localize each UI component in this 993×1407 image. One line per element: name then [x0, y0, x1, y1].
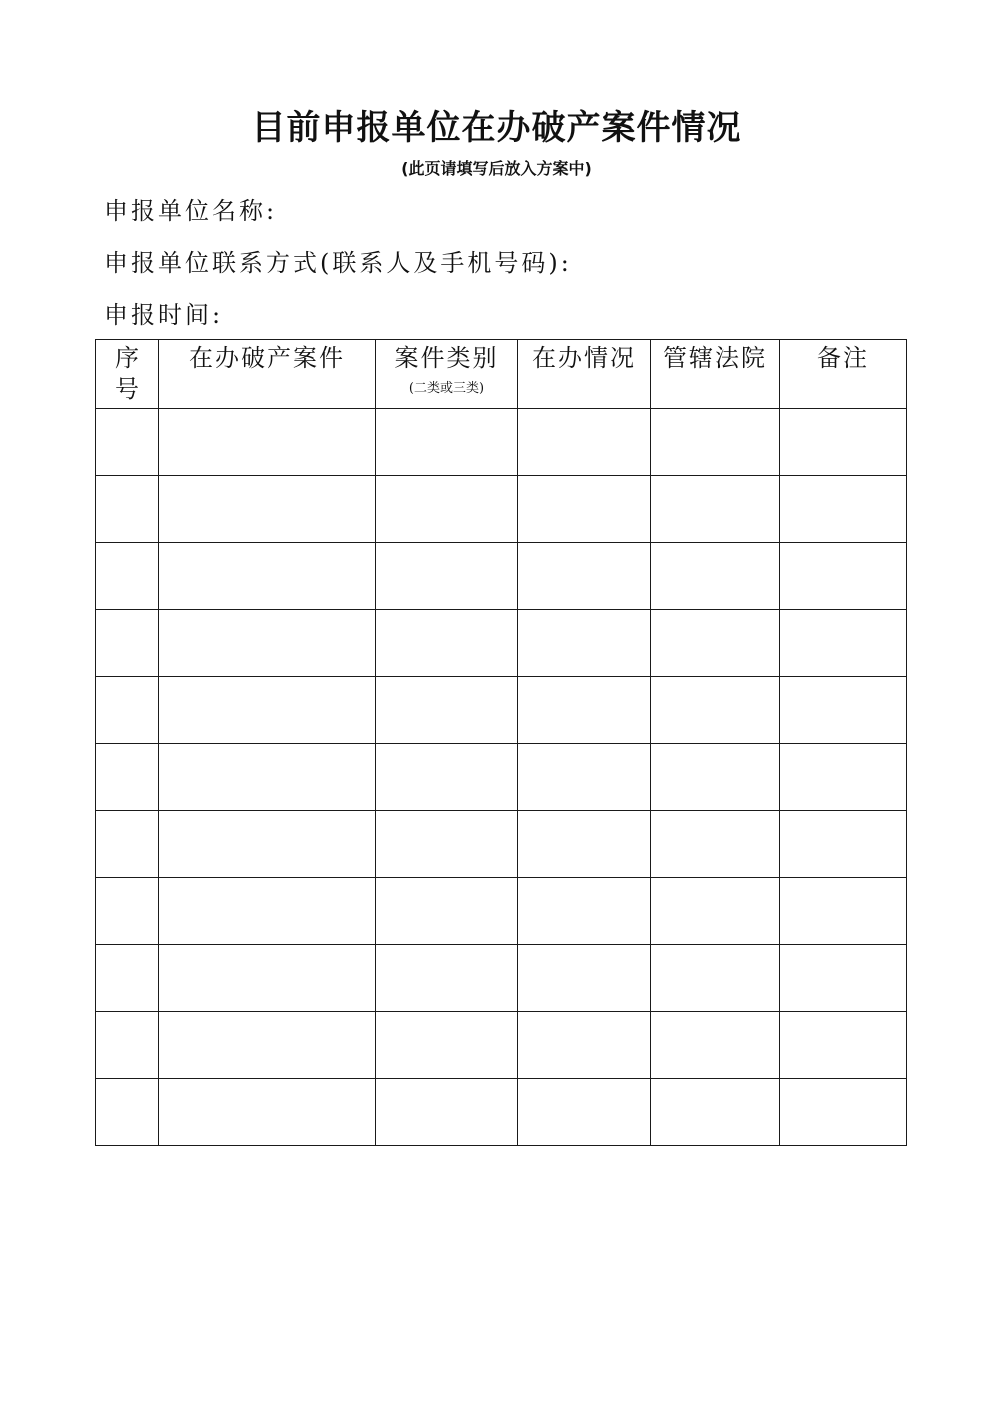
page-subtitle: (此页请填写后放入方案中): [401, 159, 592, 178]
table-cell-seq[interactable]: [96, 409, 159, 476]
table-cell-court[interactable]: [651, 677, 780, 744]
table-cell-court[interactable]: [651, 1079, 780, 1146]
page-title: 目前申报单位在办破产案件情况: [251, 108, 742, 148]
table-cell-status[interactable]: [518, 677, 651, 744]
table-cell-seq[interactable]: [96, 878, 159, 945]
table-cell-court[interactable]: [651, 476, 780, 543]
table-cell-case[interactable]: [159, 543, 376, 610]
header-remarks-label: 备注: [817, 344, 869, 372]
table-row: [96, 878, 907, 945]
table-row: [96, 1012, 907, 1079]
table-cell-remarks[interactable]: [780, 945, 907, 1012]
table-cell-remarks[interactable]: [780, 677, 907, 744]
table-cell-case[interactable]: [159, 610, 376, 677]
table-cell-category[interactable]: [376, 677, 518, 744]
table-cell-status[interactable]: [518, 1079, 651, 1146]
table-cell-seq[interactable]: [96, 945, 159, 1012]
table-cell-case[interactable]: [159, 744, 376, 811]
table-cell-case[interactable]: [159, 409, 376, 476]
header-category-note: (二类或三类): [408, 381, 485, 396]
table-cell-status[interactable]: [518, 409, 651, 476]
table-cell-status[interactable]: [518, 476, 651, 543]
table-row: [96, 677, 907, 744]
table-cell-remarks[interactable]: [780, 610, 907, 677]
table-row: [96, 1079, 907, 1146]
table-cell-case[interactable]: [159, 1012, 376, 1079]
table-row: [96, 543, 907, 610]
table-cell-status[interactable]: [518, 543, 651, 610]
table-cell-remarks[interactable]: [780, 409, 907, 476]
table-cell-seq[interactable]: [96, 476, 159, 543]
table-cell-category[interactable]: [376, 409, 518, 476]
table-cell-status[interactable]: [518, 878, 651, 945]
header-court: [651, 340, 780, 409]
header-court-label: 管辖法院: [663, 344, 767, 372]
table-row: [96, 476, 907, 543]
header-case: [159, 340, 376, 409]
table-cell-court[interactable]: [651, 811, 780, 878]
table-body: [96, 409, 907, 1146]
table-cell-court[interactable]: [651, 543, 780, 610]
header-seq-label: 序号: [115, 344, 139, 403]
table-cell-seq[interactable]: [96, 677, 159, 744]
header-status-label: 在办情况: [532, 344, 636, 372]
table-cell-seq[interactable]: [96, 543, 159, 610]
table-row: [96, 811, 907, 878]
table-cell-category[interactable]: [376, 878, 518, 945]
header-case-label: 在办破产案件: [189, 344, 345, 372]
table-cell-court[interactable]: [651, 878, 780, 945]
table-cell-court[interactable]: [651, 409, 780, 476]
table-cell-case[interactable]: [159, 945, 376, 1012]
table-cell-case[interactable]: [159, 878, 376, 945]
header-category-label: 案件类别: [394, 344, 499, 372]
table-cell-category[interactable]: [376, 1012, 518, 1079]
table-cell-seq[interactable]: [96, 1012, 159, 1079]
table-cell-seq[interactable]: [96, 811, 159, 878]
table-cell-remarks[interactable]: [780, 744, 907, 811]
table-cell-case[interactable]: [159, 1079, 376, 1146]
table-cell-category[interactable]: [376, 543, 518, 610]
cases-table: [95, 339, 907, 1146]
table-row: [96, 610, 907, 677]
table-cell-category[interactable]: [376, 610, 518, 677]
table-cell-court[interactable]: [651, 945, 780, 1012]
table-cell-seq[interactable]: [96, 744, 159, 811]
table-cell-remarks[interactable]: [780, 476, 907, 543]
table-cell-remarks[interactable]: [780, 1012, 907, 1079]
table-cell-category[interactable]: [376, 811, 518, 878]
table-header-row: [96, 340, 907, 409]
table-cell-court[interactable]: [651, 1012, 780, 1079]
table-cell-status[interactable]: [518, 1012, 651, 1079]
table-cell-category[interactable]: [376, 1079, 518, 1146]
header-seq: [96, 340, 159, 409]
table-row: [96, 409, 907, 476]
header-category: [376, 340, 518, 409]
contact-label: 申报单位联系方式(联系人及手机号码):: [104, 249, 572, 277]
table-cell-status[interactable]: [518, 744, 651, 811]
table-cell-seq[interactable]: [96, 1079, 159, 1146]
table-cell-category[interactable]: [376, 744, 518, 811]
table-cell-case[interactable]: [159, 476, 376, 543]
table-cell-status[interactable]: [518, 811, 651, 878]
table-cell-seq[interactable]: [96, 610, 159, 677]
table-cell-remarks[interactable]: [780, 543, 907, 610]
table-row: [96, 744, 907, 811]
table-cell-case[interactable]: [159, 677, 376, 744]
table-row: [96, 945, 907, 1012]
table-cell-remarks[interactable]: [780, 878, 907, 945]
table-cell-status[interactable]: [518, 610, 651, 677]
table-cell-court[interactable]: [651, 610, 780, 677]
report-date-label: 申报时间:: [104, 301, 224, 329]
header-status: [518, 340, 651, 409]
table-cell-remarks[interactable]: [780, 811, 907, 878]
table-cell-category[interactable]: [376, 945, 518, 1012]
table-cell-status[interactable]: [518, 945, 651, 1012]
header-remarks: [780, 340, 907, 409]
table-cell-category[interactable]: [376, 476, 518, 543]
table-cell-remarks[interactable]: [780, 1079, 907, 1146]
table-cell-case[interactable]: [159, 811, 376, 878]
table-cell-court[interactable]: [651, 744, 780, 811]
unit-name-label: 申报单位名称:: [104, 197, 278, 225]
